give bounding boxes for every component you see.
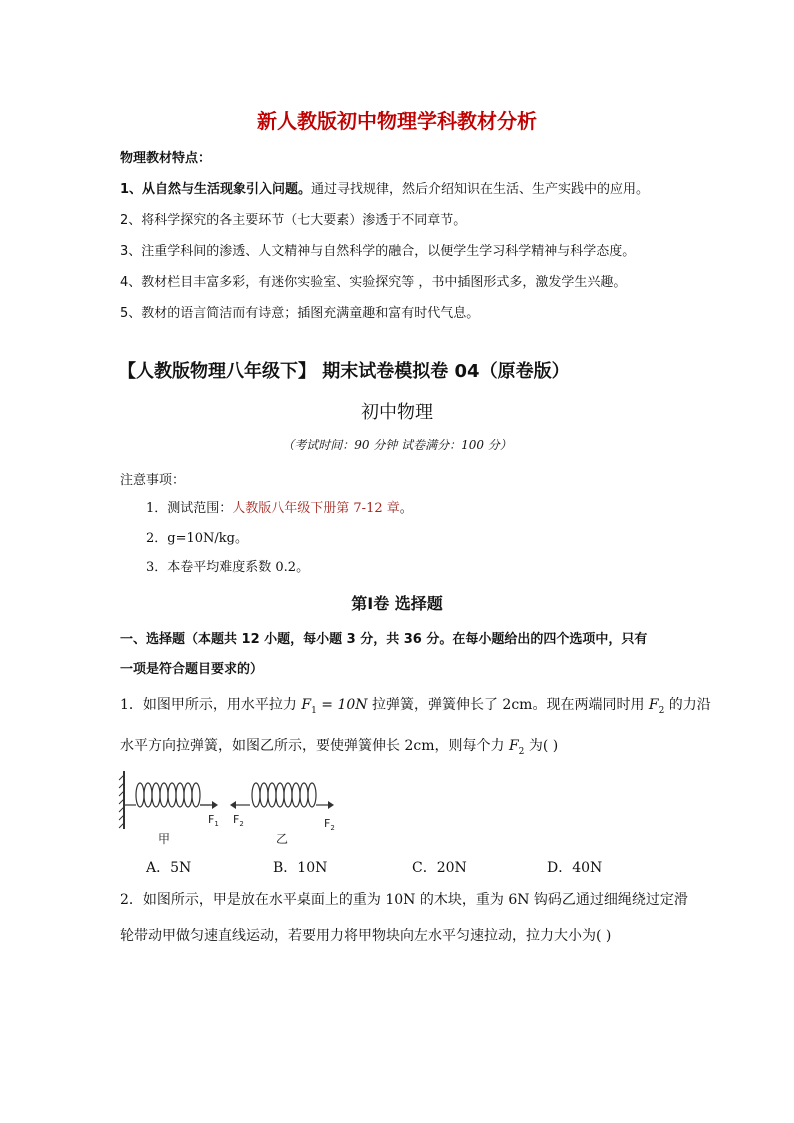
feature-1-text: 通过寻找规律，然后介绍知识在生活、生产实践中的应用。 [311,182,650,197]
q1-option-b[interactable]: B．10N [273,860,328,876]
feature-item-2: 2、将科学探究的各主要环节（七大要素）渗透于不同章节。 [120,213,467,228]
q1-text-a: 1．如图甲所示，用水平拉力 [120,697,302,713]
arrow-right-icon [200,801,218,809]
exam-subject: 初中物理 [361,402,433,423]
exam-title: 【人教版物理八年级下】 期末试卷模拟卷 04（原卷版） [118,361,570,382]
notes-heading: 注意事项： [120,473,186,488]
q1-option-c[interactable]: C．20N [412,860,467,876]
fig-f2-left-label: $F_2$ [233,813,244,828]
spring-figure [118,765,358,855]
feature-item-3: 3、注重学科间的渗透、人文精神与自然科学的融合，以便学生学习科学精神与科学态度。 [120,244,636,259]
exam-meta: （考试时间：90 分钟 试卷满分：100 分） [282,438,512,452]
q1-f2b-subscript: 2 [518,746,525,757]
feature-item-4: 4、教材栏目丰富多彩，有迷你实验室、实验探究等 ，书中插图形式多，激发学生兴趣。 [120,275,627,290]
q2-line-1: 2．如图所示，甲是放在水平桌面上的重为 10N 的木块，重为 6N 钩码乙通过细绳绕过定滑 [120,892,688,908]
header-title: 新人教版初中物理学科教材分析 [257,109,537,133]
q2-line-2: 轮带动甲做匀速直线运动，若要用力将甲物块向左水平匀速拉动，拉力大小为( ) [120,928,612,944]
fig-label-yi: 乙 [276,832,289,846]
note-1-scope: 人教版八年级下册第 7-12 章 [232,501,400,516]
q1-f1-value: = 10N [316,697,372,713]
fig-f2-right-label: $F_2$ [324,817,335,832]
wall-icon [119,771,124,829]
feature-1-bold: 1、从自然与生活现象引入问题。 [120,182,312,197]
fig-f1-label: $F_1$ [208,813,219,828]
spring-b-icon [252,783,316,807]
part1-line-1: 一、选择题（本题共 12 小题，每小题 3 分，共 36 分。在每小题给出的四个选项中，只有 [120,632,648,647]
note-1-prefix: 1．测试范围： [146,501,233,516]
q1-text-c: 的力沿 [664,697,711,713]
q1-f1-subscript: 1 [311,705,317,716]
q1-f2-subscript: 2 [658,705,665,716]
spring-a-icon [124,783,210,807]
feature-item-1 [120,178,649,197]
note-3: 3．本卷平均难度系数 0.2。 [146,560,310,575]
features-heading: 物理教材特点： [120,151,212,166]
q1-f2b-symbol: F [508,738,519,754]
feature-item-5: 5、教材的语言简洁而有诗意；插图充满童趣和富有时代气息。 [120,306,480,321]
q1-text-b: 拉弹簧，弹簧伸长了 2cm。现在两端同时用 [371,697,649,713]
note-1-suffix: 。 [399,501,413,516]
q1-line-2 [120,735,558,757]
q1-text-e: 为( ) [524,738,559,754]
fig-label-jia: 甲 [158,832,171,846]
q1-f2-symbol: F [648,697,659,713]
q1-option-d[interactable]: D．40N [547,860,603,876]
q1-line-1 [120,694,711,716]
note-1 [146,497,413,516]
arrow-left-icon [230,801,250,809]
note-2: 2．g=10N/kg。 [146,531,248,546]
section-title: 第Ⅰ卷 选择题 [351,594,443,613]
part1-line-2: 一项是符合题目要求的） [120,662,264,677]
arrow-right-icon [316,801,334,809]
q1-option-a[interactable]: A．5N [146,860,192,876]
q1-text-d: 水平方向拉弹簧，如图乙所示，要使弹簧伸长 2cm，则每个力 [120,738,509,754]
q1-f1-symbol: F [301,697,312,713]
